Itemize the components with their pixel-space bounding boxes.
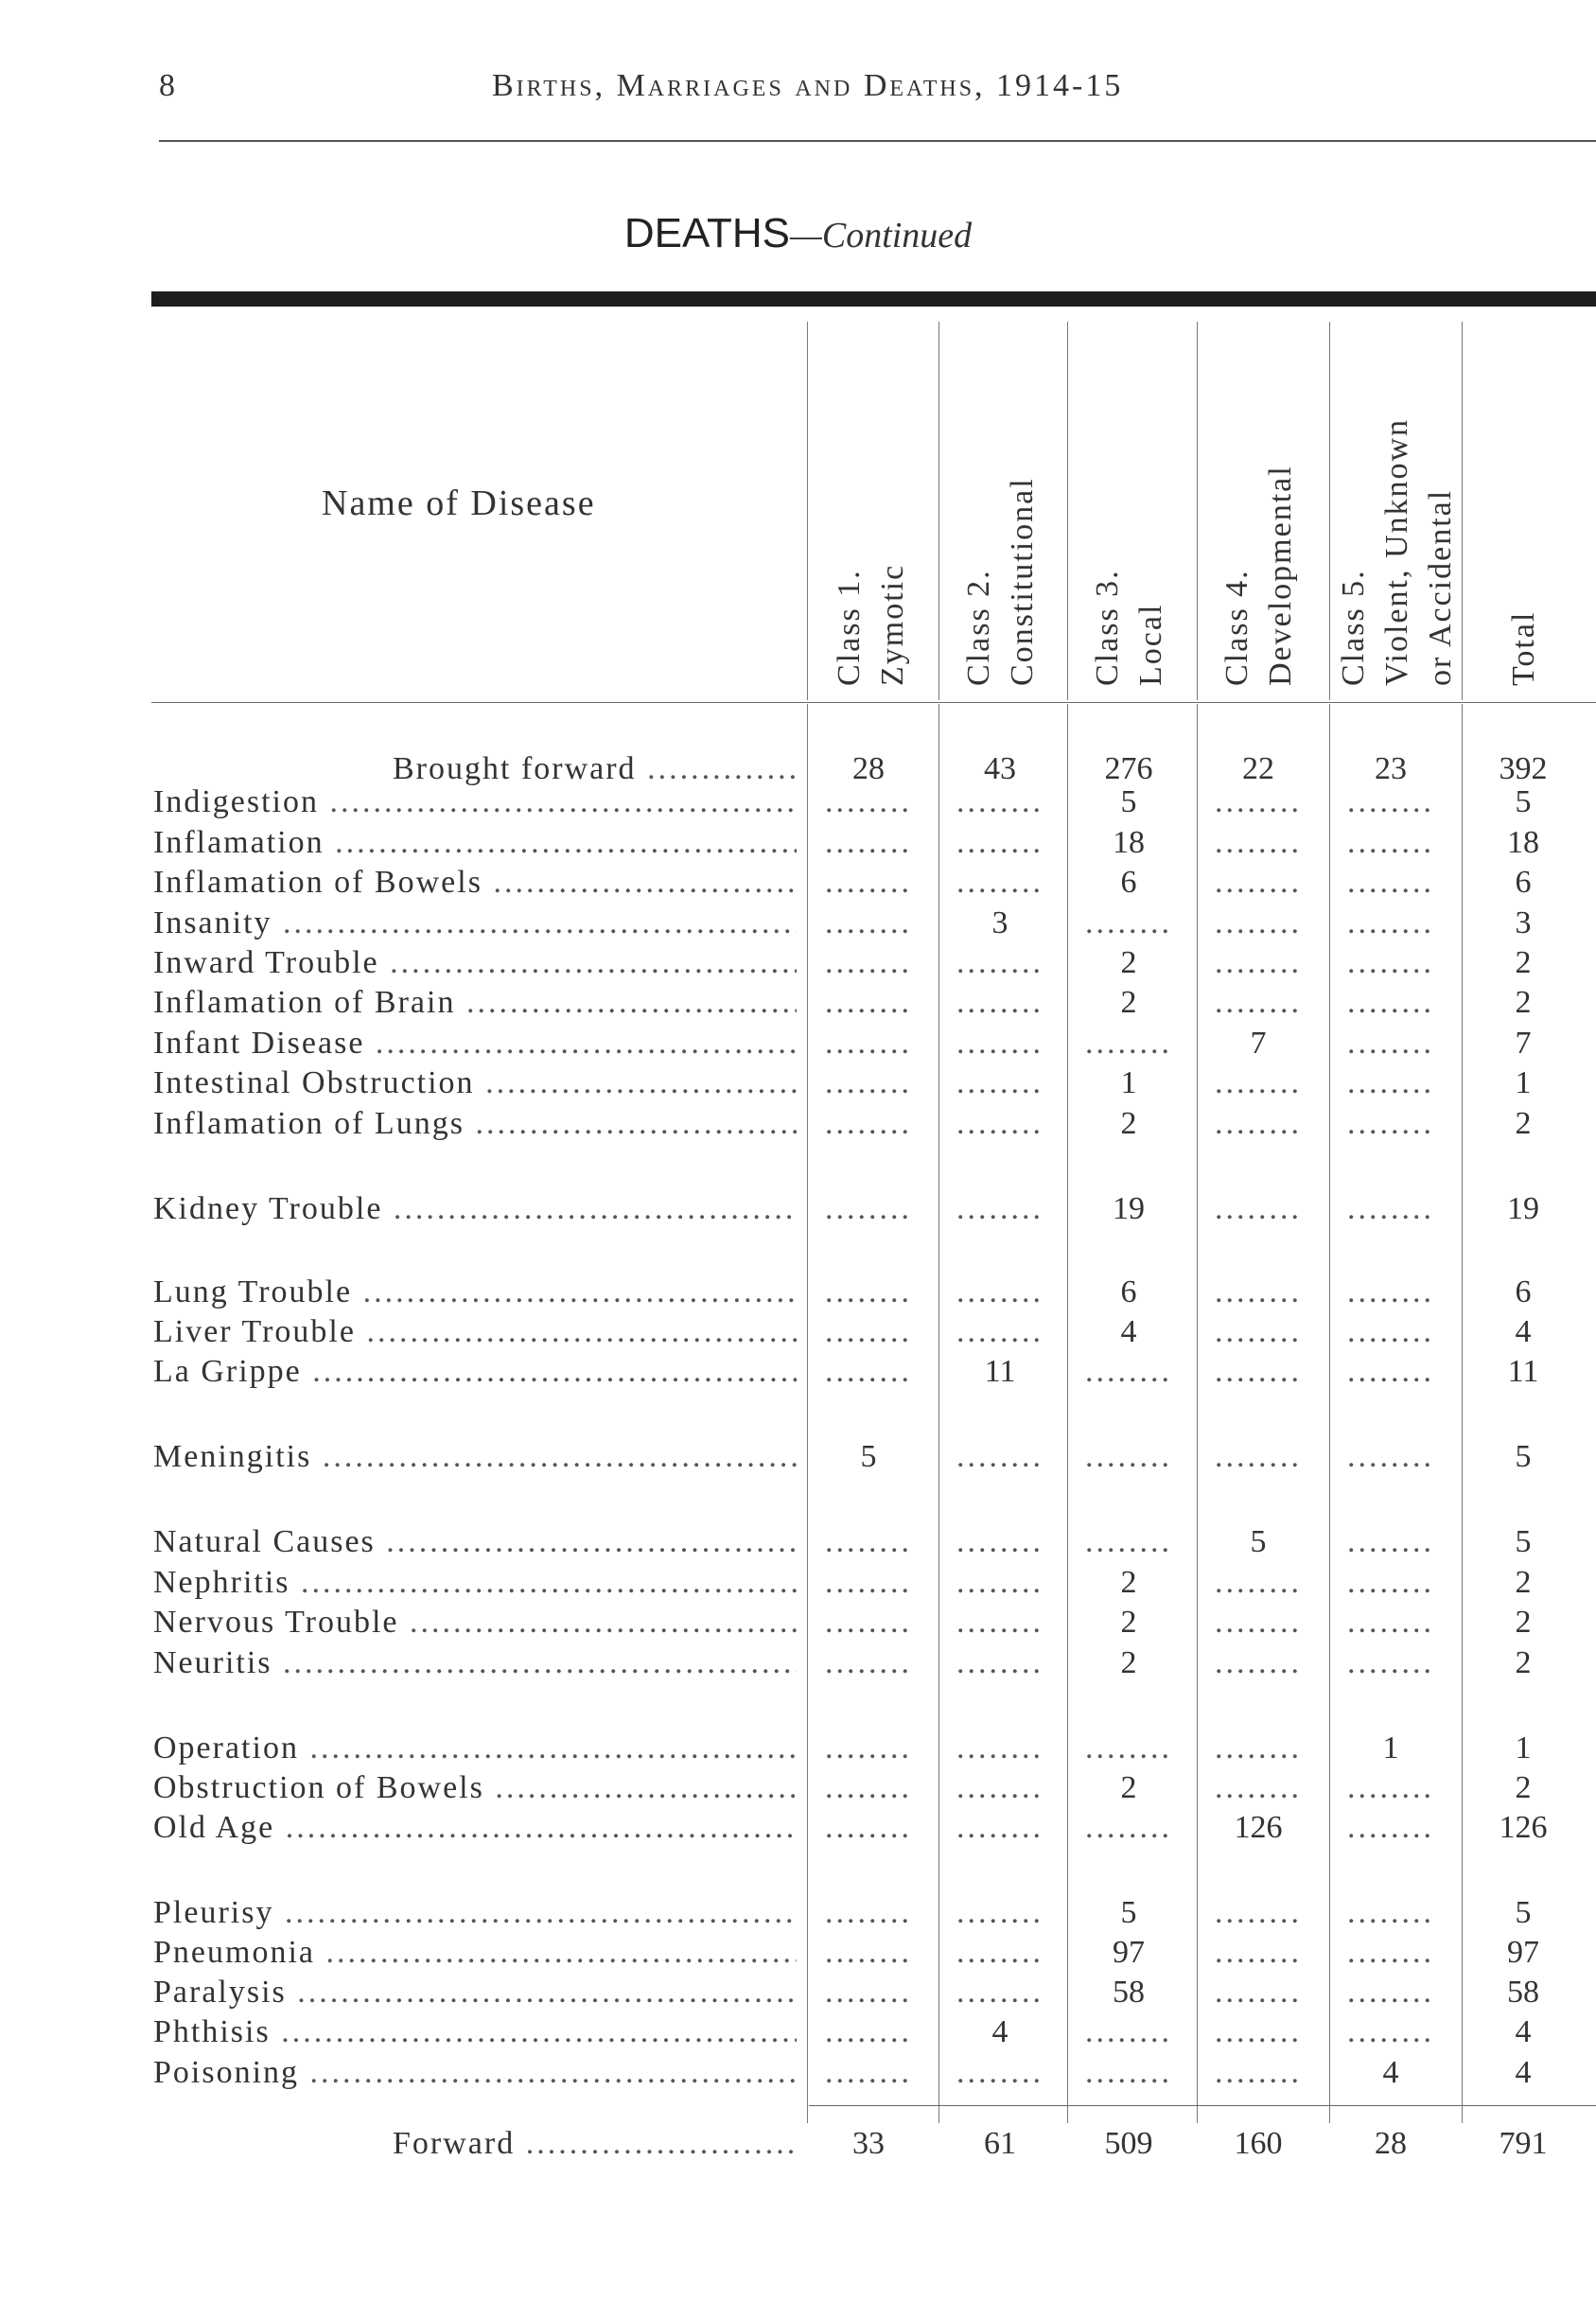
disease-name: Pneumonia .....: [153, 1934, 797, 1972]
class2-cell: [938, 1313, 1061, 1351]
table-row: [0, 1273, 1596, 1311]
table-row: [0, 1025, 1596, 1063]
class3-cell: [1067, 1523, 1190, 1561]
class4-cell: [1197, 905, 1320, 942]
class4-cell: [1197, 864, 1320, 902]
class2-cell: [938, 1025, 1061, 1063]
class5-cell: [1329, 1025, 1452, 1063]
class2-cell: [938, 1644, 1061, 1682]
class1-cell: [807, 2013, 930, 2051]
total-cell: 3: [1515, 905, 1532, 940]
class4-cell: [1197, 2013, 1320, 2051]
class5-cell: [1329, 1974, 1452, 2011]
class1-cell: [807, 824, 930, 862]
class1-cell: [807, 1974, 930, 2011]
class1-cell: [807, 1353, 930, 1391]
table-row: [0, 1064, 1596, 1102]
disease-name: Lung Trouble .....: [153, 1273, 797, 1311]
class5-cell: 4: [1382, 2055, 1399, 2090]
class5-cell: [1329, 1894, 1452, 1932]
running-title: Births, Marriages and Deaths, 1914-15: [492, 68, 1124, 103]
class5-cell: 23: [1375, 751, 1407, 786]
class1-cell: [807, 1105, 930, 1143]
table-row: [0, 1353, 1596, 1391]
class4-cell: 22: [1242, 751, 1274, 786]
class1-cell: [807, 1190, 930, 1228]
class2-cell: [938, 1523, 1061, 1561]
table-row: [0, 1894, 1596, 1932]
column-divider: [1197, 322, 1198, 700]
table-row: [0, 984, 1596, 1022]
class5-cell: [1329, 1523, 1452, 1561]
disease-name: Operation .....: [153, 1730, 797, 1767]
class2-cell: [938, 1974, 1061, 2011]
column-divider: [807, 322, 808, 700]
class3-cell: 5: [1120, 784, 1137, 819]
disease-name: Insanity .....: [153, 905, 797, 942]
table-row: [0, 750, 1596, 788]
disease-name: Intestinal Obstruction .....: [153, 1064, 797, 1102]
class4-cell: [1197, 1064, 1320, 1102]
class2-cell: [938, 1438, 1061, 1476]
class3-cell: 1: [1120, 1065, 1137, 1100]
total-cell: 11: [1507, 1354, 1539, 1389]
disease-name: Paralysis .....: [153, 1974, 797, 2011]
class5-cell: [1329, 864, 1452, 902]
class1-cell: 5: [860, 1439, 877, 1474]
class3-cell: [1067, 1730, 1190, 1767]
total-cell: 5: [1515, 1895, 1532, 1930]
table-row: [0, 864, 1596, 902]
class2-cell: 61: [984, 2126, 1016, 2161]
class2-cell: [938, 1730, 1061, 1767]
total-cell: 4: [1515, 2055, 1532, 2090]
class4-cell: [1197, 1353, 1320, 1391]
class5-cell: [1329, 1313, 1452, 1351]
table-row: [0, 2125, 1596, 2163]
class5-cell: [1329, 905, 1452, 942]
disease-name: Inward Trouble .....: [153, 944, 797, 982]
class5-cell: [1329, 2013, 1452, 2051]
disease-name: Nervous Trouble .....: [153, 1604, 797, 1642]
class1-cell: [807, 1025, 930, 1063]
total-cell: 791: [1499, 2126, 1548, 2161]
class3-cell: 19: [1113, 1191, 1145, 1226]
class1-cell: [807, 944, 930, 982]
name-of-disease-header: Name of Disease: [322, 483, 596, 523]
class4-cell: [1197, 2054, 1320, 2092]
class3-cell: 6: [1120, 865, 1137, 900]
total-cell: 2: [1515, 1770, 1532, 1805]
heavy-rule: [151, 291, 1596, 307]
disease-name: Kidney Trouble .....: [153, 1190, 797, 1228]
class3-cell: 2: [1120, 1106, 1137, 1141]
class5-cell: 1: [1382, 1730, 1399, 1765]
column-divider: [1329, 322, 1330, 700]
column-headers: Name of Disease Class 1. Zymotic Class 2. Constitutional Class 3. Local Class 4. Developmental Class 5. Violent, Unknown or Accidental Total: [0, 312, 1596, 691]
class4-cell: 160: [1234, 2126, 1283, 2161]
class5-cell: [1329, 1064, 1452, 1102]
forward-rule: [809, 2105, 1596, 2106]
table-row: [0, 1644, 1596, 1682]
disease-name: Nephritis .....: [153, 1564, 797, 1602]
class3-cell: 2: [1120, 1770, 1137, 1805]
disease-name: Forward .....: [393, 2125, 799, 2163]
class5-cell: [1329, 1809, 1452, 1847]
class1-cell: [807, 984, 930, 1022]
total-cell: 5: [1515, 784, 1532, 819]
disease-name: Pleurisy .....: [153, 1894, 797, 1932]
disease-name: La Grippe .....: [153, 1353, 797, 1391]
class2-cell: 4: [991, 2014, 1008, 2049]
class2-cell: [938, 1105, 1061, 1143]
class1-cell: [807, 1894, 930, 1932]
class2-cell: [938, 824, 1061, 862]
class3-cell: 509: [1104, 2126, 1153, 2161]
header-divider: [159, 140, 1596, 142]
class1-cell: 28: [852, 751, 885, 786]
disease-name: Natural Causes .....: [153, 1523, 797, 1561]
class3-cell: [1067, 905, 1190, 942]
total-cell: 2: [1515, 1106, 1532, 1141]
class2-cell: [938, 944, 1061, 982]
table-row: [0, 1105, 1596, 1143]
disease-name: Obstruction of Bowels .....: [153, 1769, 797, 1807]
table-row: [0, 1190, 1596, 1228]
class3-cell: [1067, 1809, 1190, 1847]
class3-cell: 276: [1104, 751, 1153, 786]
class4-cell: [1197, 1934, 1320, 1972]
class3-cell: 18: [1113, 825, 1145, 860]
total-cell: 2: [1515, 985, 1532, 1020]
table-row: [0, 2013, 1596, 2051]
class4-cell: [1197, 1438, 1320, 1476]
table-row: [0, 944, 1596, 982]
class3-cell: [1067, 1438, 1190, 1476]
total-cell: 1: [1515, 1730, 1532, 1765]
class1-cell: [807, 905, 930, 942]
class2-cell: [938, 1769, 1061, 1807]
class4-cell: [1197, 1273, 1320, 1311]
column-divider: [938, 322, 939, 700]
class1-cell: [807, 1604, 930, 1642]
class3-cell: [1067, 2054, 1190, 2092]
class5-cell: [1329, 1353, 1452, 1391]
class4-cell: [1197, 1974, 1320, 2011]
class5-cell: [1329, 1769, 1452, 1807]
class2-cell: [938, 2054, 1061, 2092]
table-row: [0, 1604, 1596, 1642]
class1-cell: [807, 1644, 930, 1682]
disease-name: Infant Disease .....: [153, 1025, 797, 1063]
class3-cell: 58: [1113, 1975, 1145, 2010]
class1-cell: [807, 1769, 930, 1807]
table-row: [0, 1564, 1596, 1602]
disease-name: Meningitis .....: [153, 1438, 797, 1476]
total-cell: 2: [1515, 1605, 1532, 1640]
header-bottom-rule: [151, 702, 1596, 703]
class4-cell: [1197, 1730, 1320, 1767]
class1-cell: 33: [852, 2126, 885, 2161]
table-row: [0, 1730, 1596, 1767]
disease-name: Phthisis .....: [153, 2013, 797, 2051]
table-row: [0, 1313, 1596, 1351]
section-title-text: DEATHS: [623, 210, 791, 256]
class4-cell: 126: [1234, 1810, 1283, 1845]
section-continued: Continued: [821, 216, 973, 255]
class4-cell: [1197, 1769, 1320, 1807]
disease-name: Inflamation of Brain .....: [153, 984, 797, 1022]
total-cell: 2: [1515, 1645, 1532, 1680]
class4-cell: [1197, 783, 1320, 821]
class3-cell: 2: [1120, 945, 1137, 980]
class2-cell: 3: [991, 905, 1008, 940]
class3-cell: 5: [1120, 1895, 1137, 1930]
class2-cell: [938, 1273, 1061, 1311]
class5-cell: [1329, 984, 1452, 1022]
total-cell: 5: [1515, 1439, 1532, 1474]
class2-cell: 11: [984, 1354, 1016, 1389]
class2-cell: [938, 1064, 1061, 1102]
total-cell: 7: [1515, 1026, 1532, 1061]
class2-cell: [938, 783, 1061, 821]
class1-cell: [807, 1934, 930, 1972]
class3-cell: 6: [1120, 1274, 1137, 1309]
class1-cell: [807, 864, 930, 902]
class1-cell: [807, 1313, 930, 1351]
total-cell: 2: [1515, 945, 1532, 980]
total-cell: 6: [1515, 1274, 1532, 1309]
class3-cell: 2: [1120, 1605, 1137, 1640]
table-row: [0, 2054, 1596, 2092]
class3-cell: 2: [1120, 1565, 1137, 1600]
class5-cell: [1329, 1105, 1452, 1143]
total-cell: 58: [1507, 1975, 1539, 2010]
class1-cell: [807, 1809, 930, 1847]
class1-cell: [807, 1523, 930, 1561]
class5-cell: [1329, 1190, 1452, 1228]
class4-cell: [1197, 1313, 1320, 1351]
class3-cell: [1067, 2013, 1190, 2051]
table-row: [0, 1438, 1596, 1476]
class4-cell: 5: [1250, 1524, 1267, 1559]
disease-name: Inflamation .....: [153, 824, 797, 862]
class2-cell: 43: [984, 751, 1016, 786]
class4-cell: [1197, 1644, 1320, 1682]
table-row: [0, 783, 1596, 821]
class3-cell: 2: [1120, 985, 1137, 1020]
class4-cell: [1197, 1604, 1320, 1642]
class4-cell: [1197, 1564, 1320, 1602]
table-row: [0, 1934, 1596, 1972]
class3-cell: 2: [1120, 1645, 1137, 1680]
disease-name: Inflamation of Bowels .....: [153, 864, 797, 902]
class5-cell: [1329, 824, 1452, 862]
class3-cell: 97: [1113, 1935, 1145, 1970]
disease-name: Poisoning .....: [153, 2054, 797, 2092]
class5-cell: [1329, 1934, 1452, 1972]
table-row: [0, 1523, 1596, 1561]
class1-cell: [807, 1564, 930, 1602]
class2-cell: [938, 864, 1061, 902]
class5-cell: [1329, 1273, 1452, 1311]
section-title: DEATHS—Continued: [623, 210, 973, 256]
class2-cell: [938, 1190, 1061, 1228]
table-row: [0, 1974, 1596, 2011]
total-cell: 19: [1507, 1191, 1539, 1226]
total-cell: 4: [1515, 2014, 1532, 2049]
class4-cell: [1197, 944, 1320, 982]
table-row: [0, 824, 1596, 862]
total-cell: 392: [1499, 751, 1548, 786]
disease-name: Old Age .....: [153, 1809, 797, 1847]
column-divider: [1067, 322, 1068, 700]
class5-cell: 28: [1375, 2126, 1407, 2161]
class5-cell: [1329, 783, 1452, 821]
class3-cell: [1067, 1025, 1190, 1063]
total-cell: 6: [1515, 865, 1532, 900]
class2-cell: [938, 1809, 1061, 1847]
total-cell: 2: [1515, 1565, 1532, 1600]
table-row: [0, 905, 1596, 942]
class5-cell: [1329, 1644, 1452, 1682]
class4-cell: [1197, 1190, 1320, 1228]
total-cell: 1: [1515, 1065, 1532, 1100]
total-cell: 4: [1515, 1314, 1532, 1349]
total-cell: 18: [1507, 825, 1539, 860]
disease-name: Brought forward .....: [393, 750, 799, 788]
class3-cell: [1067, 1353, 1190, 1391]
table-row: [0, 1769, 1596, 1807]
class1-cell: [807, 783, 930, 821]
disease-name: Indigestion .....: [153, 783, 797, 821]
disease-name: Neuritis .....: [153, 1644, 797, 1682]
class2-cell: [938, 1894, 1061, 1932]
total-cell: 5: [1515, 1524, 1532, 1559]
disease-name: Liver Trouble .....: [153, 1313, 797, 1351]
page-number: 8: [159, 68, 175, 103]
class4-cell: [1197, 1105, 1320, 1143]
class2-cell: [938, 1934, 1061, 1972]
table-row: [0, 1809, 1596, 1847]
class4-cell: [1197, 824, 1320, 862]
running-head: [0, 68, 1596, 106]
class5-cell: [1329, 1438, 1452, 1476]
class1-cell: [807, 1064, 930, 1102]
class5-cell: [1329, 944, 1452, 982]
total-cell: 126: [1499, 1810, 1548, 1845]
class3-cell: 4: [1120, 1314, 1137, 1349]
class2-cell: [938, 984, 1061, 1022]
class1-cell: [807, 2054, 930, 2092]
class4-cell: 7: [1250, 1026, 1267, 1061]
class1-cell: [807, 1730, 930, 1767]
class2-cell: [938, 1604, 1061, 1642]
class2-cell: [938, 1564, 1061, 1602]
class5-cell: [1329, 1604, 1452, 1642]
total-cell: 97: [1507, 1935, 1539, 1970]
class4-cell: [1197, 1894, 1320, 1932]
class1-cell: [807, 1273, 930, 1311]
class5-cell: [1329, 1564, 1452, 1602]
disease-name: Inflamation of Lungs .....: [153, 1105, 797, 1143]
class4-cell: [1197, 984, 1320, 1022]
